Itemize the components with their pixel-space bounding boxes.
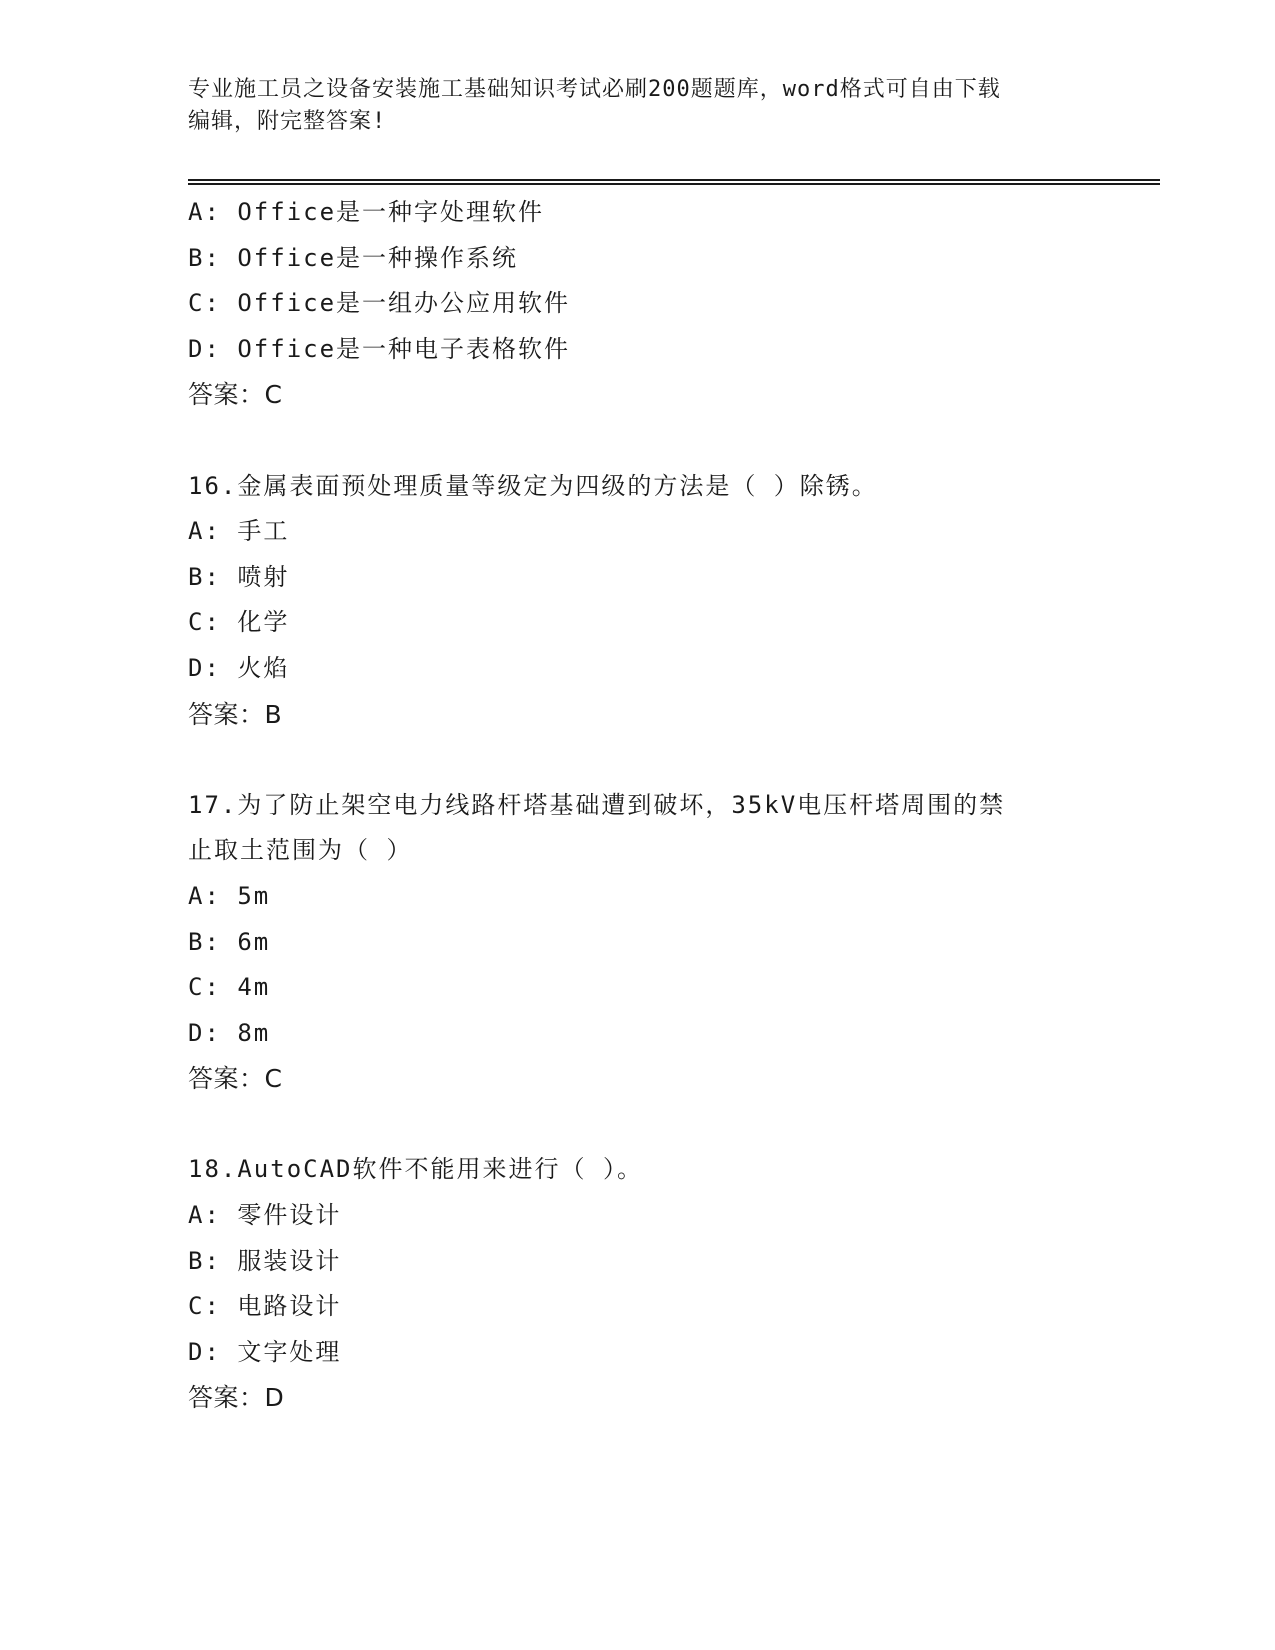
question-stem-line-1: 17.为了防止架空电力线路杆塔基础遭到破坏，35kV电压杆塔周围的禁 bbox=[188, 790, 1006, 819]
answer: 答案：D bbox=[188, 1383, 285, 1413]
option-c: C: Office是一组办公应用软件 bbox=[188, 289, 571, 318]
question-stem-line-2: 止取土范围为（ ） bbox=[188, 836, 413, 865]
question-stem: 16.金属表面预处理质量等级定为四级的方法是（ ）除锈。 bbox=[188, 471, 878, 500]
option-d: D: 8m bbox=[188, 1018, 271, 1047]
document-header bbox=[188, 74, 1088, 138]
option-a: A: 手工 bbox=[188, 517, 290, 546]
option-b: B: 服装设计 bbox=[188, 1246, 342, 1275]
header-divider-bottom bbox=[188, 183, 1160, 185]
option-c: C: 电路设计 bbox=[188, 1292, 342, 1321]
option-a: A: 5m bbox=[188, 881, 271, 910]
option-a: A: Office是一种字处理软件 bbox=[188, 198, 545, 226]
option-d: D: 文字处理 bbox=[188, 1337, 342, 1366]
answer: 答案：C bbox=[188, 380, 283, 410]
header-title-line-2: 编辑，附完整答案! bbox=[188, 109, 387, 134]
spacer bbox=[188, 1102, 1128, 1148]
option-a: A: 零件设计 bbox=[188, 1201, 342, 1230]
question-list bbox=[188, 190, 1128, 1421]
question-block-18 bbox=[188, 1147, 1128, 1421]
option-b: B: Office是一种操作系统 bbox=[188, 243, 519, 272]
option-d: D: Office是一种电子表格软件 bbox=[188, 334, 571, 363]
option-d: D: 火焰 bbox=[188, 653, 290, 682]
option-b: B: 6m bbox=[188, 927, 271, 956]
option-b: B: 喷射 bbox=[188, 562, 290, 591]
answer: 答案：C bbox=[188, 1064, 283, 1094]
header-title-line-1: 专业施工员之设备安装施工基础知识考试必刷200题题库，word格式可自由下载 bbox=[188, 77, 1001, 102]
question-block-17 bbox=[188, 783, 1128, 1102]
spacer bbox=[188, 737, 1128, 783]
spacer bbox=[188, 418, 1128, 464]
option-c: C: 化学 bbox=[188, 608, 290, 637]
question-stem: 18.AutoCAD软件不能用来进行（ ）。 bbox=[188, 1155, 643, 1184]
answer: 答案：B bbox=[188, 699, 283, 729]
option-c: C: 4m bbox=[188, 973, 271, 1002]
question-block-15 bbox=[188, 190, 1128, 418]
header-divider-top bbox=[188, 179, 1160, 181]
question-block-16 bbox=[188, 464, 1128, 738]
